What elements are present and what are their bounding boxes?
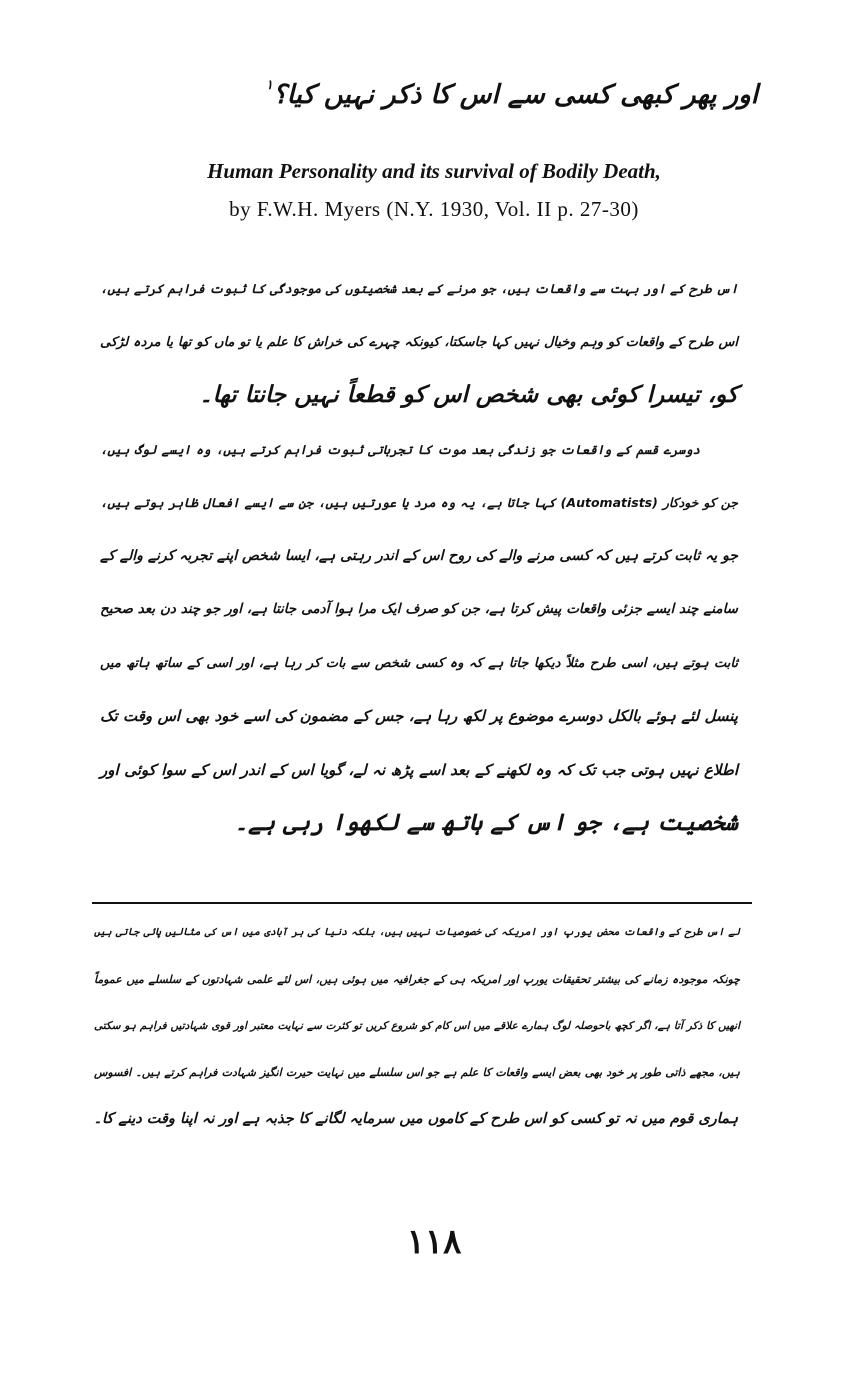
- opening-line: [266, 78, 758, 110]
- body-line: ثابت ہوتے ہیں، اسی طرح مثلاً دیکھا جاتا ہے کہ وہ کسی شخص سے بات کر رہا ہے، اور اسی کے ساتھ ہاتھ میں: [100, 655, 738, 671]
- body-line: کو، تیسرا کوئی بھی شخص اس کو قطعاً نہیں جانتا تھا۔: [199, 382, 738, 408]
- page-number: ۱۱۸: [406, 1222, 462, 1262]
- footnote-line: لے اس طرح کے واقعات محض یورپ اور امریکہ کی خصوصیات نہیں ہیں، بلکہ دنیا کی ہر آبادی میں اس کی مثالیں پائی جاتی ہیں: [94, 927, 740, 938]
- body-line: اطلاع نہیں ہوتی جب تک کہ وہ لکھنے کے بعد اسے پڑھ نہ لے، گویا اس کے اندر اس کے سوا کوئی اور: [100, 760, 738, 779]
- body-line: شخصیت ہے، جو اس کے ہاتھ سے لکھوا رہی ہے۔: [234, 810, 738, 836]
- footnote-line: چونکہ موجودہ زمانے کی بیشتر تحقیقات یورپ اور امریکہ ہی کے جغرافیہ میں ہوئی ہیں، اس لئے علمی شہادتوں کے سلسلے میں عموماً: [94, 972, 740, 986]
- body-line: اس طرح کے واقعات کو وہم وخیال نہیں کہا جاسکتا، کیونکہ چہرے کی خراش کا علم یا تو ماں کو تھا یا مردہ لڑکی: [100, 334, 738, 350]
- opening-line-text: اور پھر کبھی کسی سے اس کا ذکر نہیں کیا؟: [272, 80, 758, 110]
- reference-title: [0, 152, 868, 190]
- reference-title-text: Human Personality and its survival of Bodily Death,: [207, 159, 661, 183]
- footnote-divider: [92, 902, 752, 904]
- footnote-marker: ۱: [265, 78, 273, 93]
- footnote-text: [94, 910, 740, 1143]
- reference-byline-text: by F.W.H. Myers (N.Y. 1930, Vol. II p. 27-30): [229, 197, 639, 221]
- body-line: دوسرے قسم کے واقعات جو زندگی بعد موت کا تجرباتی ثبوت فراہم کرتے ہیں، وہ ایسے لوگ ہیں،: [100, 441, 700, 457]
- footnote-line: انھیں کا ذکر آتا ہے، اگر کچھ باحوصلہ لوگ ہمارے علاقے میں اس کام کو شروع کریں تو کثرت سے نہایت معتبر اور قوی شہادتیں فراہم ہو سکتی: [94, 1020, 740, 1032]
- footnote-line: ہماری قوم میں نہ تو کسی کو اس طرح کے کاموں میں سرمایہ لگانے کا جذبہ ہے اور نہ اپنا وقت دینے کا۔: [93, 1111, 738, 1127]
- body-line: سامنے چند ایسے جزئی واقعات پیش کرتا ہے، جن کو صرف ایک مرا ہوا آدمی جانتا ہے، اور جو چند دن بعد صحیح: [100, 601, 738, 617]
- body-line: پنسل لئے ہوئے بالکل دوسرے موضوع پر لکھ رہا ہے، جس کے مضمون کی اسے خود بھی اس وقت تک: [100, 707, 738, 725]
- body-text: [100, 262, 738, 851]
- body-line: اس طرح کے اور بہت سے واقعات ہیں، جو مرنے کے بعد شخصیتوں کی موجودگی کا ثبوت فراہم کرتے ہیں،: [100, 281, 738, 296]
- body-line: جن کو خودکار (Automatists) کہا جاتا ہے، یہ وہ مرد یا عورتیں ہیں، جن سے ایسے افعال ظاہر ہوتے ہیں،: [100, 495, 739, 510]
- reference-byline: [0, 190, 868, 228]
- body-line: جو یہ ثابت کرتے ہیں کہ کسی مرنے والے کی روح اس کے اندر رہتی ہے، ایسا شخص اپنے تجربہ کرنے والے کے: [100, 547, 738, 564]
- footnote-line: ہیں، مجھے ذاتی طور پر خود بھی بعض ایسے واقعات کا علم ہے جو اس سلسلے میں نہایت حیرت انگیز شہادت فراہم کرتے ہیں۔ افسوس: [94, 1065, 740, 1079]
